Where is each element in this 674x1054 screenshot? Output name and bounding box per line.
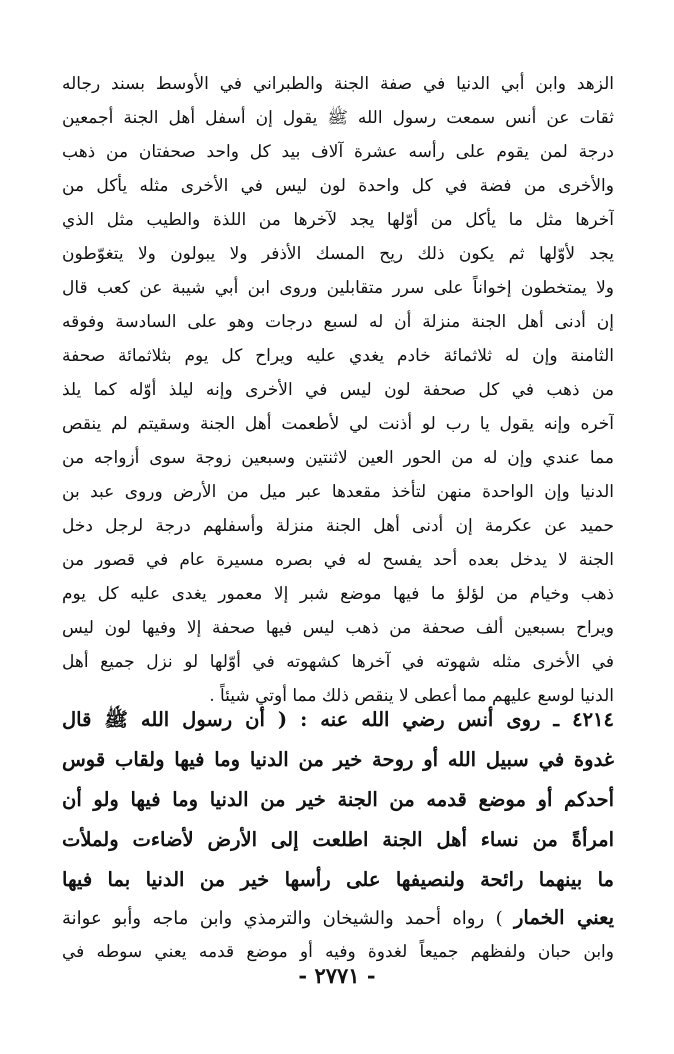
hadith-line: ما بينهما رائحة ولنصيفها على رأسها خير من الدنيا بما فيها — [62, 868, 614, 891]
text-line: حميد عن عكرمة إن أدنى أهل الجنة منزلة وأسفلهم درجة لرجل دخل — [62, 516, 614, 536]
text-line: الثامنة وإن له ثلاثمائة خادم يغدي عليه ويراح كل يوم بثلاثمائة صحفة — [62, 346, 614, 366]
page-number: - ٢٧٧١ - — [298, 963, 376, 988]
text-line: من ذهب في كل صحفة لون ليس في الأخرى وإنه ليلذ أوّله كما يلذ — [62, 380, 614, 400]
text-line: مما عندي وإن له من الحور العين لاثنتين وسبعين زوجة سوى أزواجه من — [62, 448, 614, 468]
source-citation: ) رواه أحمد والشيخان والترمذي وابن ماجه وأبو عوانة — [62, 908, 514, 929]
text-line: ذهب وخيام من لؤلؤ ما فيها موضع شبر إلا معمور يغدى عليه كل يوم — [62, 584, 614, 604]
text-line: ثقات عن أنس سمعت رسول الله ﷺ يقول إن أسفل أهل الجنة أجمعين — [62, 108, 614, 128]
hadith-line: غدوة في سبيل الله أو روحة خير من الدنيا وما فيها ولقاب قوس — [62, 748, 614, 771]
hadith-line: امرأةً من نساء أهل الجنة اطلعت إلى الأرض لأضاءت ولملأت — [62, 828, 614, 851]
text-line: الدنيا وإن الواحدة منهن لتأخذ مقعدها عبر ميل من الأرض وروى عبد بن — [62, 482, 614, 502]
text-line: والأخرى من فضة في كل واحدة لون ليس في الأخرى مثله يأكل من — [62, 176, 614, 196]
hadith-line: ٤٢١٤ ـ روى أنس رضي الله عنه : ( أن رسول الله ﷺ قال — [62, 708, 614, 731]
text-line: آخره وإنه يقول يا رب لو أذنت لي لأطعمت أهل الجنة وسقيتم لم ينقص — [62, 414, 614, 434]
hadith-block — [62, 700, 614, 969]
text-line: وابن حبان ولفظهم جميعاً لغدوة وفيه أو موضع قدمه يعني سوطه في — [62, 942, 614, 962]
commentary-paragraph — [62, 67, 614, 713]
hadith-line: أحدكم أو موضع قدمه من الجنة خير من الدنيا وما فيها ولو أن — [62, 788, 614, 811]
text-line: ويراح بسبعين ألف صحفة من ذهب ليس فيها صحفة إلا وفيها لون ليس — [62, 618, 614, 638]
hadith-ending: يعني الخمار — [514, 906, 614, 929]
text-line: ولا يمتخطون إخواناً على سرر متقابلين وروى ابن أبي شيبة عن كعب قال — [62, 278, 614, 298]
text-line: يجد لأوّلها ثم يكون ذلك ريح المسك الأذفر ولا يبولون ولا يتغوّطون — [62, 244, 614, 264]
text-line: في الأخرى مثله شهوته في آخرها كشهوته في أوّلها لو نزل جميع أهل — [62, 652, 614, 672]
text-line: إن أدنى أهل الجنة منزلة أن له لسبع درجات وهو على السادسة وفوقه — [62, 312, 614, 332]
text-line: الجنة لا يدخل بعده أحد يفسح له في بصره مسيرة عام في قصور من — [62, 550, 614, 570]
text-line: الزهد وابن أبي الدنيا في صفة الجنة والطبراني في الأوسط بسند رجاله — [62, 74, 614, 94]
hadith-source-line — [62, 900, 614, 936]
text-line: آخرها مثل ما يأكل من أوّلها يجد لآخرها من اللذة والطيب مثل الذي — [62, 210, 614, 230]
text-line: درجة لمن يقوم على رأسه عشرة آلاف بيد كل واحد صحفتان من ذهب — [62, 142, 614, 162]
text-line: الدنيا لوسع عليهم مما أعطى لا ينقص ذلك مما أوتي شيئاً . — [209, 686, 614, 706]
